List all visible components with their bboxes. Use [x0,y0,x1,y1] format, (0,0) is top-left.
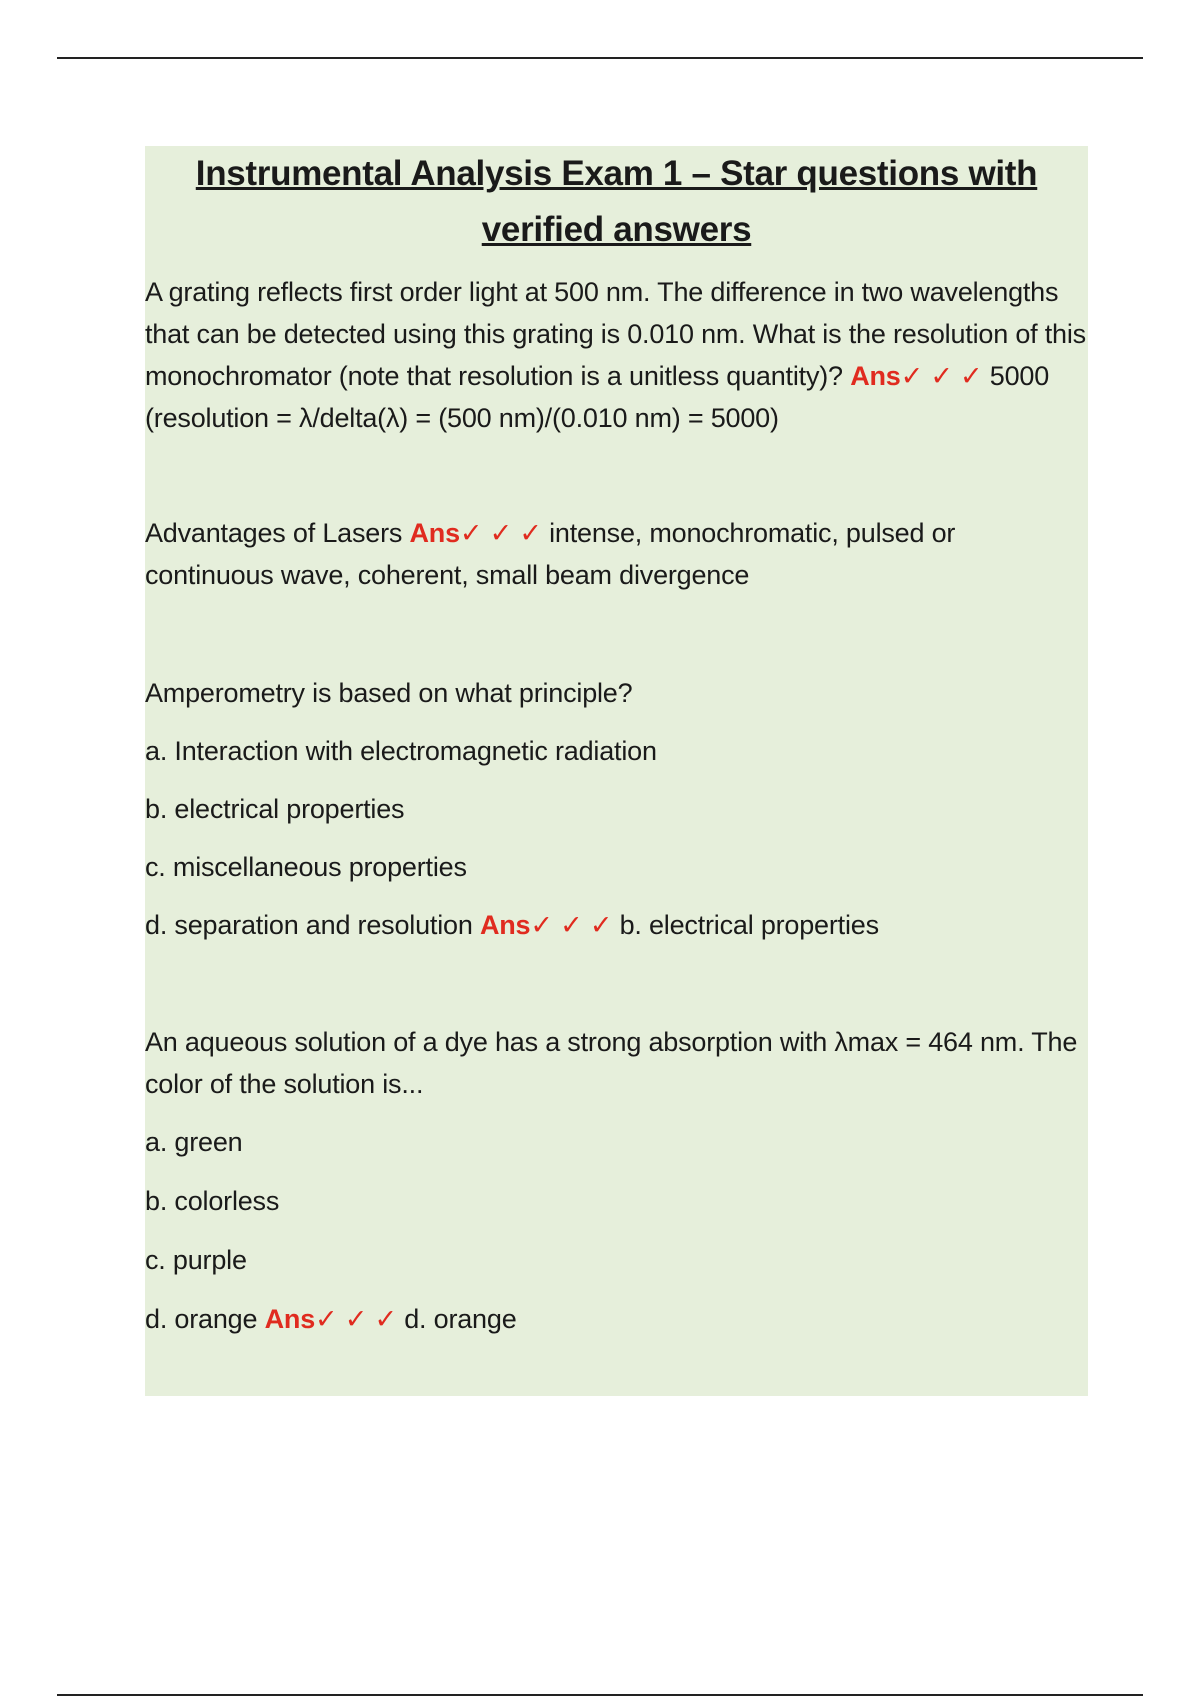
question-1-text: A grating reflects first order light at 500 nm. The difference in two wavelengths that can be detected using this grating is 0.010 nm. What is the resolution of this monochromator (note that resolution is a unitless quantity)? [145,277,1086,391]
question-4-option-a: a. green [145,1127,243,1157]
question-4-option-c: c. purple [145,1245,247,1275]
question-3-option-b: b. electrical properties [145,794,405,824]
document-title [145,146,1088,258]
question-3-option-d-row [145,904,1088,946]
answer-label: Ans [264,1304,316,1334]
title-line-1: Instrumental Analysis Exam 1 – Star questions with [195,154,1038,193]
bottom-rule [57,1694,1143,1696]
question-3-answer: b. electrical properties [619,910,879,940]
question-2-answer: intense, monochromatic, pulsed or continuous wave, coherent, small beam divergence [145,518,956,590]
question-4-option-d-row [145,1298,1088,1340]
title-line-2: verified answers [481,210,752,249]
check-marks-icon: ✓ ✓ ✓ [459,518,542,548]
check-marks-icon: ✓ ✓ ✓ [530,910,613,940]
question-1-paragraph [145,271,1088,439]
question-4 [145,1021,1088,1340]
question-1 [145,271,1088,439]
question-3-text: Amperometry is based on what principle? [145,678,633,708]
question-1-answer: 5000 (resolution = λ/delta(λ) = (500 nm)/(0.010 nm) = 5000) [145,361,1050,433]
question-2 [145,512,1088,596]
question-4-option-b: b. colorless [145,1186,280,1216]
question-3-option-d: d. separation and resolution [145,910,473,940]
question-3-option-a: a. Interaction with electromagnetic radiation [145,736,657,766]
check-marks-icon: ✓ ✓ ✓ [315,1304,397,1334]
check-marks-icon: ✓ ✓ ✓ [900,361,983,391]
question-4-answer: d. orange [404,1304,517,1334]
question-4-text: An aqueous solution of a dye has a strong absorption with λmax = 464 nm. The color of the solution is... [145,1027,1078,1099]
answer-label: Ans [850,361,901,391]
question-4-option-d: d. orange [145,1304,258,1334]
answer-label: Ans [409,518,460,548]
document-body [145,146,1088,1396]
question-3 [145,672,1088,946]
answer-label: Ans [479,910,531,940]
question-2-text: Advantages of Lasers [145,518,403,548]
top-rule [57,57,1143,59]
question-2-paragraph [145,512,1088,596]
question-3-option-c: c. miscellaneous properties [145,852,467,882]
